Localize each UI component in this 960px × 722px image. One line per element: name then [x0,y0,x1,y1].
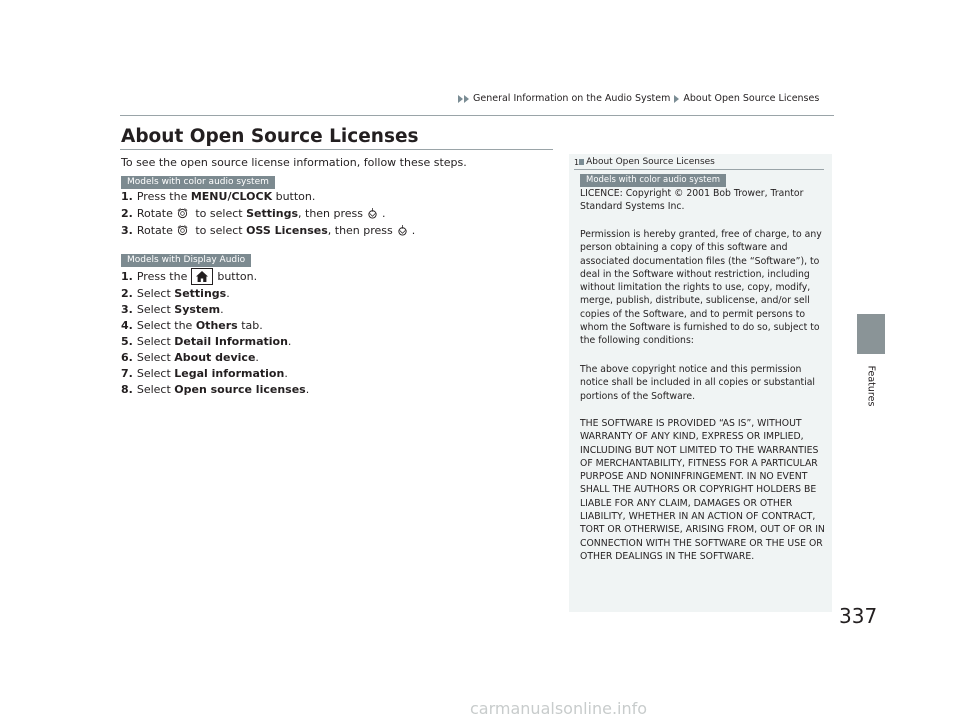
header-divider [120,115,834,116]
step-number: 8. [121,383,133,396]
breadcrumb-arrow-icon [464,95,469,103]
breadcrumb-parent[interactable]: General Information on the Audio System [473,93,671,104]
page-title: About Open Source Licenses [121,126,419,147]
step-text: Press the [136,270,188,283]
note-paragraph: LICENCE: Copyright © 2001 Bob Trower, Trantor Standard Systems Inc. [580,188,804,213]
breadcrumb-current: About Open Source Licenses [683,93,820,104]
note-paragraph: The above copyright notice and this permission notice shall be included in all copies or substantial portions of the Software. [580,364,816,402]
step-text: button. [272,190,316,203]
push-knob-icon [397,225,408,236]
step-text: Select [136,303,175,316]
step-number: 1. [121,190,133,203]
title-divider [120,149,553,150]
step-text: . [382,207,386,220]
step-item [121,207,386,220]
step-text: tab. [237,319,263,332]
breadcrumb-arrow-icon [674,95,679,103]
step-keyword: About device [174,351,256,364]
step-text: . [305,383,310,396]
step-text: to select [191,224,247,237]
chapter-tab-label: Features [865,365,877,407]
step-text: . [287,335,292,348]
footer-watermark: carmanualsonline.info [470,699,648,718]
step-text: . [411,224,416,237]
step-keyword: Others [195,319,238,332]
step-item [121,287,230,300]
step-keyword: Legal information [174,367,285,380]
rotary-knob-icon [177,208,188,219]
step-text: . [284,367,288,380]
step-text: to select [191,207,247,220]
step-text: Select [136,351,175,364]
chapter-tab[interactable] [857,314,885,354]
step-number: 2. [121,287,133,300]
step-text: Select [136,383,175,396]
note-number: 1 [574,157,580,167]
step-number: 4. [121,319,133,332]
step-item [121,383,309,396]
step-keyword: OSS Licenses [246,224,328,237]
step-number: 3. [121,303,133,316]
step-item [121,367,288,380]
note-paragraph: THE SOFTWARE IS PROVIDED “AS IS”, WITHOUT WARRANTY OF ANY KIND, EXPRESS OR IMPLIED, INCLUDING BUT NOT LIMITED TO THE WARRANTIES OF MERCHANTABILITY, FITNESS FOR A PARTICULAR PURPOSE AND NONINFRINGEMENT. IN NO EVENT SHALL THE AUTHORS OR COPYRIGHT HOLDERS BE LIABLE FOR ANY CLAIM, DAMAGES OR OTHER LIABILITY, WHETHER IN AN ACTION OF CONTRACT, TORT OR OTHERWISE, ARISING FROM, OUT OF OR IN CONNECTION WITH THE SOFTWARE OR THE USE OR OTHER DEALINGS IN THE SOFTWARE. [580,418,825,562]
step-item [121,224,415,237]
step-number: 3. [121,224,133,237]
step-text: . [255,351,259,364]
step-item [121,351,259,364]
step-number: 6. [121,351,133,364]
step-text: Press the [136,190,191,203]
note-heading-text: About Open Source Licenses [586,157,715,167]
step-text: Select [136,287,175,300]
step-item [121,319,263,332]
step-item [121,335,291,348]
step-keyword: Detail Information [174,335,288,348]
note-divider [574,169,824,170]
step-keyword: Settings [246,207,299,220]
step-text: Rotate [136,224,173,237]
model-badge-color-audio: Models with color audio system [121,176,275,189]
step-number: 2. [121,207,133,220]
step-item [121,268,257,285]
page-number: 337 [839,604,878,628]
step-text: button. [217,270,258,283]
step-keyword: Settings [174,287,227,300]
push-knob-icon [367,208,378,219]
step-text: , then press [298,207,364,220]
intro-text: To see the open source license information, follow these steps. [121,156,467,169]
note-heading [574,157,715,167]
home-icon [191,268,213,285]
breadcrumb-arrow-icon [458,95,463,103]
note-model-badge: Models with color audio system [580,174,726,187]
step-text: Select the [136,319,196,332]
step-item [121,303,224,316]
note-arrow-icon [579,159,584,165]
step-text: Rotate [136,207,173,220]
step-text: Select [136,335,175,348]
step-number: 1. [121,270,133,283]
step-item [121,190,315,203]
step-keyword: MENU/CLOCK [190,190,273,203]
model-badge-display-audio: Models with Display Audio [121,254,251,267]
rotary-knob-icon [177,225,188,236]
step-number: 7. [121,367,133,380]
note-paragraph: Permission is hereby granted, free of charge, to any person obtaining a copy of this software and associated documentation files (the “Software”), to deal in the Software without restriction, including without limitation the rights to use, copy, modify, merge, publish, distribute, sublicense, and/or sell copies of the Software, and to permit persons to whom the Software is furnished to do so, subject to the following conditions: [580,229,822,347]
step-text: Select [136,367,175,380]
step-keyword: System [174,303,221,316]
step-number: 5. [121,335,133,348]
breadcrumb [458,93,823,104]
step-keyword: Open source licenses [174,383,306,396]
step-text: , then press [327,224,393,237]
step-text: . [220,303,224,316]
step-text: . [226,287,230,300]
